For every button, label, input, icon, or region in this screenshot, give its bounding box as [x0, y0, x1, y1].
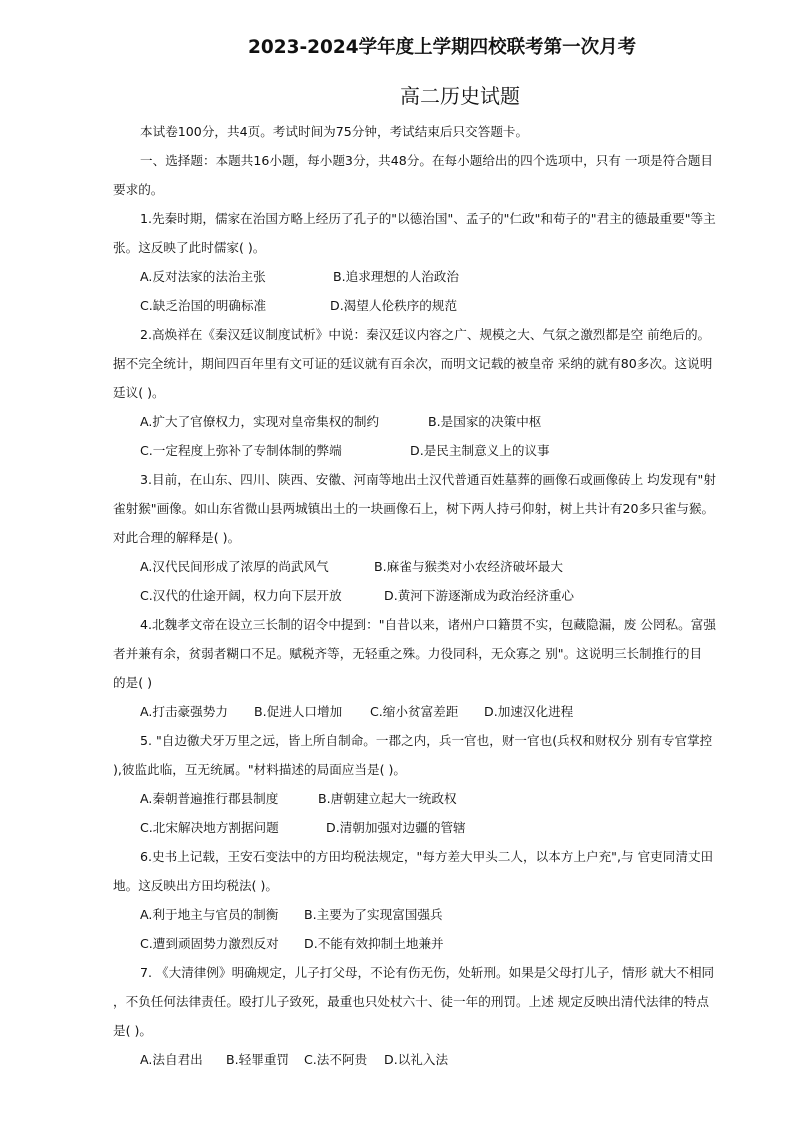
option-d: D.是民主制意义上的议事 — [410, 443, 550, 458]
option-c: C.汉代的仕途开阔，权力向下层开放 — [140, 588, 342, 603]
option-b: B.追求理想的人治政治 — [333, 269, 459, 284]
question-stem: 据不完全统计，期间四百年里有文可证的廷议就有百余次，而明文记载的被皇帝 采纳的就有80多次。这说明 — [113, 356, 713, 371]
option-d: D.渴望人伦秩序的规范 — [330, 298, 458, 313]
option-d: D.清朝加强对边疆的管辖 — [326, 820, 466, 835]
question-stem: 4.北魏孝文帝在设立三长制的诏令中提到："自昔以来，诸州户口籍贯不实，包藏隐漏，废 公罔私。富强 — [140, 617, 716, 632]
option-b: B.是国家的决策中枢 — [428, 414, 542, 429]
option-c: C.法不阿贵 — [304, 1052, 368, 1067]
option-a: A.扩大了官僚权力，实现对皇帝集权的制约 — [140, 414, 380, 429]
option-b: B.主要为了实现富国强兵 — [304, 907, 443, 922]
question-stem: 张。这反映了此时儒家( )。 — [113, 240, 266, 255]
section-heading-cont: 要求的。 — [113, 182, 164, 197]
option-d: D.不能有效抑制土地兼并 — [304, 936, 444, 951]
exam-title: 2023-2024学年度上学期四校联考第一次月考 — [248, 37, 637, 58]
question-stem: 者并兼有余，贫弱者糊口不足。赋税齐等，无轻重之殊。力役同科，无众寡之 别"。这说明三长制推行的目 — [113, 646, 703, 661]
section-heading: 一、选择题：本题共16小题，每小题3分，共48分。在每小题给出的四个选项中，只有 一项是符合题目 — [140, 153, 714, 168]
question-stem: 1.先秦时期，儒家在治国方略上经历了孔子的"以德治国"、孟子的"仁政"和荀子的"君主的德最重要"等主 — [140, 211, 716, 226]
option-b: B.唐朝建立起大一统政权 — [318, 791, 457, 806]
question-stem: 6.史书上记载，王安石变法中的方田均税法规定，"每方差大甲头二人，以本方上户充",与 官吏同清丈田 — [140, 849, 714, 864]
question-stem: 对此合理的解释是( )。 — [113, 530, 241, 545]
question-stem: ，不负任何法律责任。殴打儿子致死，最重也只处杖六十、徒一年的刑罚。上述 规定反映出清代法律的特点 — [113, 994, 709, 1009]
option-a: A.汉代民间形成了浓厚的尚武风气 — [140, 559, 329, 574]
question-stem: 5. "自边徼犬牙万里之远，皆上所自制命。一郡之内，兵一官也，财一官也(兵权和财权分 别有专官掌控 — [140, 733, 713, 748]
question-stem: 2.高焕祥在《秦汉廷议制度试析》中说：秦汉廷议内容之广、规模之大、气氛之激烈都是空 前绝后的。 — [140, 327, 711, 342]
question-stem: ),彼监此临，互无统属。"材料描述的局面应当是( )。 — [113, 762, 407, 777]
option-b: B.麻雀与猴类对小农经济破坏最大 — [374, 559, 563, 574]
option-b: B.促进人口增加 — [254, 704, 343, 719]
option-a: A.法自君出 — [140, 1052, 203, 1067]
option-d: D.以礼入法 — [384, 1052, 449, 1067]
question-stem: 地。这反映出方田均税法( )。 — [113, 878, 278, 893]
question-stem: 雀射猴"画像。如山东省微山县两城镇出土的一块画像石上，树下两人持弓仰射，树上共计有20多只雀与猴。 — [113, 501, 715, 516]
option-c: C.遭到顽固势力激烈反对 — [140, 936, 279, 951]
question-stem: 的是( ) — [113, 675, 153, 690]
question-stem: 是( )。 — [113, 1023, 153, 1038]
option-a: A.秦朝普遍推行郡县制度 — [140, 791, 279, 806]
option-a: A.利于地主与官员的制衡 — [140, 907, 279, 922]
option-a: A.反对法家的法治主张 — [140, 269, 266, 284]
option-c: C.缺乏治国的明确标准 — [140, 298, 267, 313]
option-d: D.黄河下游逐渐成为政治经济重心 — [384, 588, 575, 603]
question-stem: 7. 《大清律例》明确规定，儿子打父母，不论有伤无伤，处斩刑。如果是父母打儿子，情形 就大不相同 — [140, 965, 715, 980]
option-c: C.一定程度上弥补了专制体制的弊端 — [140, 443, 342, 458]
option-a: A.打击豪强势力 — [140, 704, 228, 719]
question-stem: 3.目前，在山东、四川、陕西、安徽、河南等地出土汉代普通百姓墓葬的画像石或画像砖上 均发现有"射 — [140, 472, 716, 487]
option-b: B.轻罪重罚 — [226, 1052, 290, 1067]
question-stem: 廷议( )。 — [113, 385, 165, 400]
option-c: C.北宋解决地方割据问题 — [140, 820, 279, 835]
option-d: D.加速汉化进程 — [484, 704, 574, 719]
option-c: C.缩小贫富差距 — [370, 704, 459, 719]
intro-text: 本试卷100分，共4页。考试时间为75分钟，考试结束后只交答题卡。 — [140, 124, 529, 139]
exam-subtitle: 高二历史试题 — [400, 84, 520, 108]
